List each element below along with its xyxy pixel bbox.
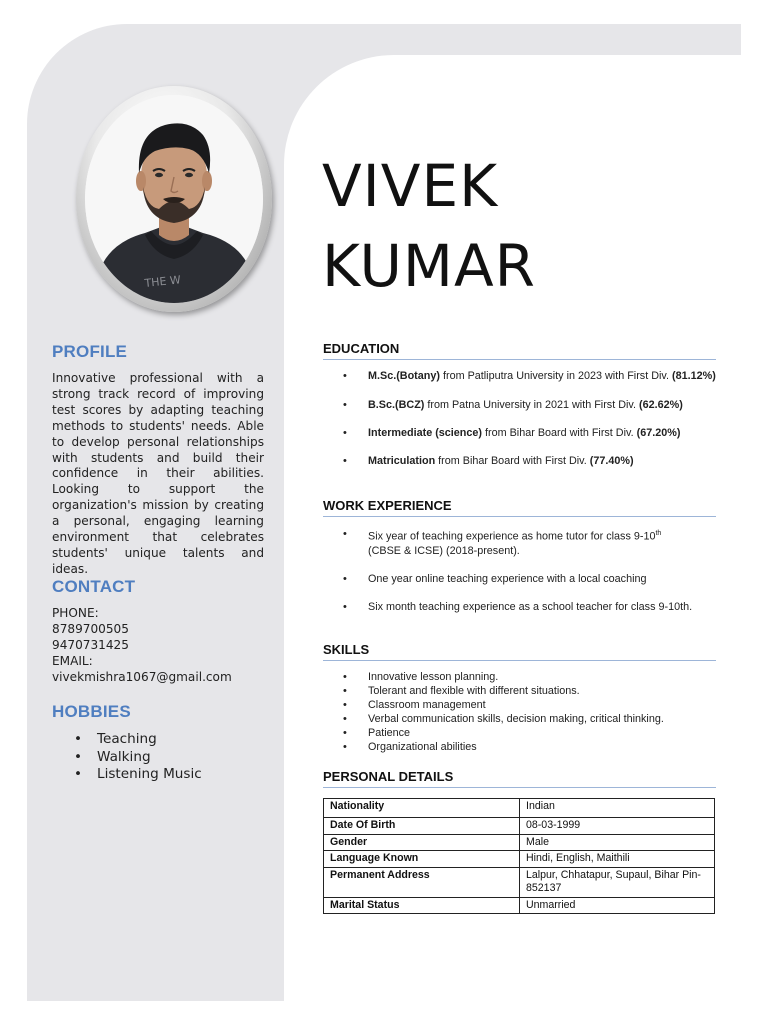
education-item bbox=[323, 369, 716, 383]
detail-value: Hindi, English, Maithili bbox=[520, 851, 715, 868]
skill-item: • Tolerant and flexible with different situations. bbox=[323, 684, 716, 698]
profile-photo bbox=[85, 95, 263, 303]
education-list bbox=[323, 369, 716, 468]
table-row bbox=[324, 818, 715, 835]
skills-title: SKILLS bbox=[323, 642, 716, 661]
detail-value: Male bbox=[520, 834, 715, 851]
work-title: WORK EXPERIENCE bbox=[323, 498, 716, 517]
education-item bbox=[323, 426, 716, 440]
skill-item: • Verbal communication skills, decision making, critical thinking. bbox=[323, 712, 716, 726]
personal-details-table bbox=[323, 798, 715, 914]
work-item: • One year online teaching experience with a local coaching bbox=[323, 572, 716, 586]
personal-section bbox=[323, 769, 716, 914]
table-row bbox=[324, 851, 715, 868]
education-title: EDUCATION bbox=[323, 341, 716, 360]
degree-detail: from Bihar Board with First Div. bbox=[482, 427, 637, 439]
table-row bbox=[324, 867, 715, 897]
detail-key: Permanent Address bbox=[324, 867, 520, 897]
hobby-item: • Walking bbox=[52, 749, 264, 767]
hobbies-title: HOBBIES bbox=[52, 702, 131, 721]
degree-detail: from Bihar Board with First Div. bbox=[435, 455, 590, 467]
phone-number-2[interactable]: 9470731425 bbox=[52, 638, 129, 652]
detail-key: Gender bbox=[324, 834, 520, 851]
skill-item: • Classroom management bbox=[323, 698, 716, 712]
work-item: • Six month teaching experience as a school teacher for class 9-10th. bbox=[323, 600, 716, 614]
detail-key: Language Known bbox=[324, 851, 520, 868]
hobbies-list bbox=[52, 731, 264, 784]
email-address[interactable]: vivekmishra1067@gmail.com bbox=[52, 670, 232, 684]
degree-score: (67.20%) bbox=[636, 427, 681, 439]
education-section bbox=[323, 341, 716, 468]
work-item: • Six year of teaching experience as home tutor for class 9-10th (CBSE & ICSE) (2018-present). bbox=[323, 527, 716, 558]
skills-list bbox=[323, 670, 716, 754]
detail-value: Indian bbox=[520, 799, 715, 818]
degree-name: B.Sc.(BCZ) bbox=[368, 399, 425, 411]
name-last: KUMAR bbox=[322, 232, 536, 300]
hobby-item: • Listening Music bbox=[52, 766, 264, 784]
degree-score: (77.40%) bbox=[589, 455, 634, 467]
detail-value: Lalpur, Chhatapur, Supaul, Bihar Pin-852137 bbox=[520, 867, 715, 897]
email-label: EMAIL: bbox=[52, 654, 93, 668]
profile-section bbox=[52, 342, 264, 578]
hobbies-section bbox=[52, 702, 264, 784]
education-item bbox=[323, 398, 716, 412]
degree-score: (81.12%) bbox=[672, 370, 716, 382]
skill-item: • Innovative lesson planning. bbox=[323, 670, 716, 684]
work-list bbox=[323, 527, 716, 614]
hobby-item: • Teaching bbox=[52, 731, 264, 749]
degree-detail: from Patliputra University in 2023 with First Div. bbox=[439, 370, 672, 382]
work-section bbox=[323, 498, 716, 614]
skill-item: • Organizational abilities bbox=[323, 740, 716, 754]
degree-name: Matriculation bbox=[368, 455, 436, 467]
table-row bbox=[324, 897, 715, 914]
degree-detail: from Patna University in 2021 with First Div. bbox=[424, 399, 639, 411]
education-item bbox=[323, 454, 716, 468]
detail-value: Unmarried bbox=[520, 897, 715, 914]
table-row bbox=[324, 799, 715, 818]
detail-key: Nationality bbox=[324, 799, 520, 818]
table-row bbox=[324, 834, 715, 851]
contact-title: CONTACT bbox=[52, 577, 136, 596]
personal-title: PERSONAL DETAILS bbox=[323, 769, 716, 788]
profile-title: PROFILE bbox=[52, 342, 128, 361]
name-first: VIVEK bbox=[322, 152, 499, 220]
contact-section bbox=[52, 577, 264, 685]
degree-name: M.Sc.(Botany) bbox=[368, 370, 440, 382]
detail-value: 08-03-1999 bbox=[520, 818, 715, 835]
degree-score: (62.62%) bbox=[639, 399, 683, 411]
profile-text: Innovative professional with a strong track record of improving test scores by adapting teaching methods to students' needs. Able to develop personal relationships with students and build their confidence in their abilities. Looking to support the organization's mission by creating a personal, engaging learning environment that celebrates students' unique talents and ideas. bbox=[52, 371, 264, 576]
detail-key: Date Of Birth bbox=[324, 818, 520, 835]
phone-number-1[interactable]: 8789700505 bbox=[52, 622, 129, 636]
degree-name: Intermediate (science) bbox=[368, 427, 483, 439]
skill-item: • Patience bbox=[323, 726, 716, 740]
phone-label: PHONE: bbox=[52, 606, 99, 620]
svg-text:THE W: THE W bbox=[143, 273, 182, 290]
detail-key: Marital Status bbox=[324, 897, 520, 914]
skills-section bbox=[323, 642, 716, 754]
